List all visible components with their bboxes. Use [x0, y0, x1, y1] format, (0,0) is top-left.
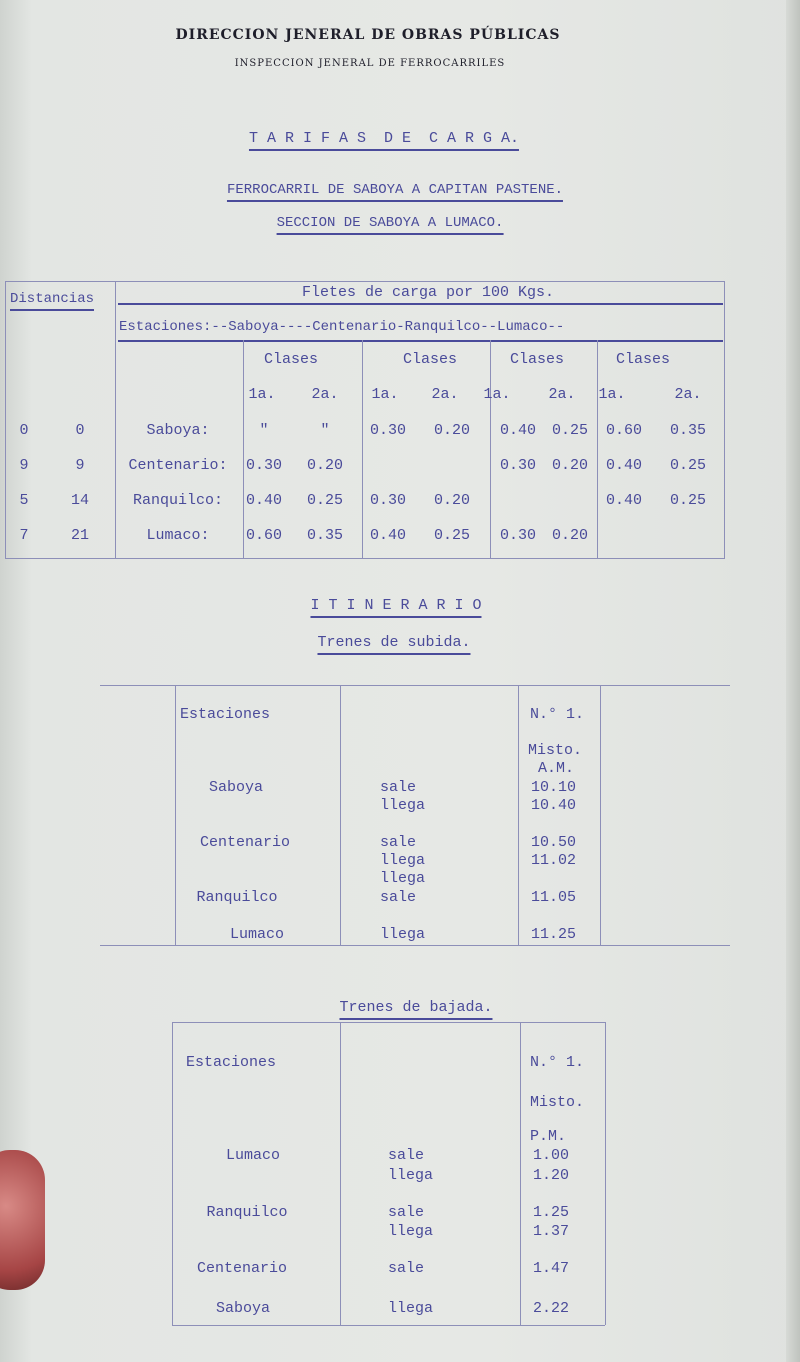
distancias-label: Distancias [10, 290, 94, 311]
thumb [0, 1150, 45, 1290]
tariff-value: 0.40 [499, 422, 537, 439]
tariff-value: 0.25 [669, 492, 707, 509]
distance-cumulative: 9 [75, 457, 85, 474]
train-type: Misto. [530, 1094, 585, 1111]
section-title: SECCION DE SABOYA A LUMACO. [277, 214, 504, 235]
time: 1.00 [533, 1147, 570, 1164]
time: 10.50 [531, 834, 577, 851]
col-train-number: N.° 1. [530, 706, 585, 723]
tariff-value: 0.20 [551, 457, 589, 474]
action: sale [388, 1147, 425, 1164]
subida-title: Trenes de subida. [317, 634, 470, 655]
action: sale [380, 834, 417, 851]
tariff-value: 0.40 [369, 527, 407, 544]
tariff-value: 0.35 [306, 527, 344, 544]
page-edge [786, 0, 800, 1362]
bajada-title: Trenes de bajada. [339, 999, 492, 1020]
time: 1.20 [533, 1167, 570, 1184]
station-name: Saboya: [146, 422, 210, 439]
distance-segment: 5 [19, 492, 29, 509]
class-header: 2a. [548, 386, 576, 403]
class-header: 1a. [371, 386, 399, 403]
train-type: Misto. [528, 742, 583, 759]
clases-label: Clases [402, 351, 458, 368]
class-header: 2a. [674, 386, 702, 403]
tariff-value: 0.30 [499, 457, 537, 474]
action: sale [388, 1204, 425, 1221]
distance-cumulative: 0 [75, 422, 85, 439]
tariff-value: 0.30 [369, 422, 407, 439]
action: llega [380, 797, 426, 814]
tariff-value: 0.25 [433, 527, 471, 544]
time: 2.22 [533, 1300, 570, 1317]
class-header: 2a. [431, 386, 459, 403]
time: 1.37 [533, 1223, 570, 1240]
tariff-value: 0.20 [551, 527, 589, 544]
col-estaciones: Estaciones [180, 706, 271, 723]
action: llega [380, 852, 426, 869]
tariff-value: 0.30 [245, 457, 283, 474]
period: A.M. [538, 760, 575, 777]
railway-title: FERROCARRIL DE SABOYA A CAPITAN PASTENE. [227, 181, 563, 202]
tariff-value: 0.25 [551, 422, 589, 439]
station-name: Ranquilco: [132, 492, 224, 509]
action: sale [380, 779, 417, 796]
station-name: Centenario [199, 834, 291, 851]
station-name: Centenario: [128, 457, 228, 474]
action: llega [388, 1300, 434, 1317]
class-header: 2a. [311, 386, 339, 403]
estaciones-label: Estaciones:--Saboya----Centenario-Ranquilco--Lumaco-- [119, 319, 565, 335]
distance-cumulative: 21 [70, 527, 90, 544]
time: 10.10 [531, 779, 577, 796]
tariff-value: 0.40 [605, 457, 643, 474]
station-name: Lumaco [229, 926, 285, 943]
action: sale [380, 889, 417, 906]
action: sale [388, 1260, 425, 1277]
station-name: Centenario [196, 1260, 288, 1277]
action: llega [388, 1223, 434, 1240]
letterhead-line1: DIRECCION JENERAL DE OBRAS PÚBLICAS [175, 27, 561, 43]
tariff-value: 0.25 [669, 457, 707, 474]
tariff-value: 0.30 [499, 527, 537, 544]
class-header: 1a. [598, 386, 626, 403]
station-name: Saboya [208, 779, 264, 796]
class-header: 1a. [248, 386, 276, 403]
station-name: Ranquilco [196, 889, 278, 906]
tariff-value: " [320, 422, 330, 439]
tariff-value: 0.25 [306, 492, 344, 509]
tariff-value: 0.40 [245, 492, 283, 509]
time: 11.05 [531, 889, 577, 906]
distance-segment: 0 [19, 422, 29, 439]
time: 1.25 [533, 1204, 570, 1221]
itinerario-title: I T I N E R A R I O [310, 597, 481, 618]
main-title: T A R I F A S D E C A R G A. [249, 130, 519, 151]
clases-label: Clases [509, 351, 565, 368]
tariff-value: 0.60 [605, 422, 643, 439]
fletes-label: Fletes de carga por 100 Kgs. [302, 284, 554, 305]
time: 10.40 [531, 797, 577, 814]
station-name: Ranquilco [206, 1204, 288, 1221]
clases-label: Clases [615, 351, 671, 368]
clases-label: Clases [263, 351, 319, 368]
tariff-value: 0.35 [669, 422, 707, 439]
tariff-value: 0.30 [369, 492, 407, 509]
station-name: Saboya [215, 1300, 271, 1317]
col-estaciones: Estaciones [186, 1054, 277, 1071]
station-name: Lumaco: [146, 527, 210, 544]
col-train-number: N.° 1. [530, 1054, 585, 1071]
distance-segment: 9 [19, 457, 29, 474]
station-name: Lumaco [225, 1147, 281, 1164]
action: llega [388, 1167, 434, 1184]
action: llega [380, 926, 426, 943]
letterhead-line2: INSPECCION JENERAL DE FERROCARRILES [234, 58, 506, 69]
time: 11.25 [531, 926, 577, 943]
distance-segment: 7 [19, 527, 29, 544]
tariff-value: 0.20 [433, 492, 471, 509]
time: 1.47 [533, 1260, 570, 1277]
period: P.M. [530, 1128, 567, 1145]
action: llega [380, 870, 426, 887]
tariff-value: 0.60 [245, 527, 283, 544]
distance-cumulative: 14 [70, 492, 90, 509]
tariff-value: 0.20 [433, 422, 471, 439]
tariff-value: 0.40 [605, 492, 643, 509]
tariff-value: 0.20 [306, 457, 344, 474]
time: 11.02 [531, 852, 577, 869]
tariff-value: " [259, 422, 269, 439]
class-header: 1a. [483, 386, 511, 403]
